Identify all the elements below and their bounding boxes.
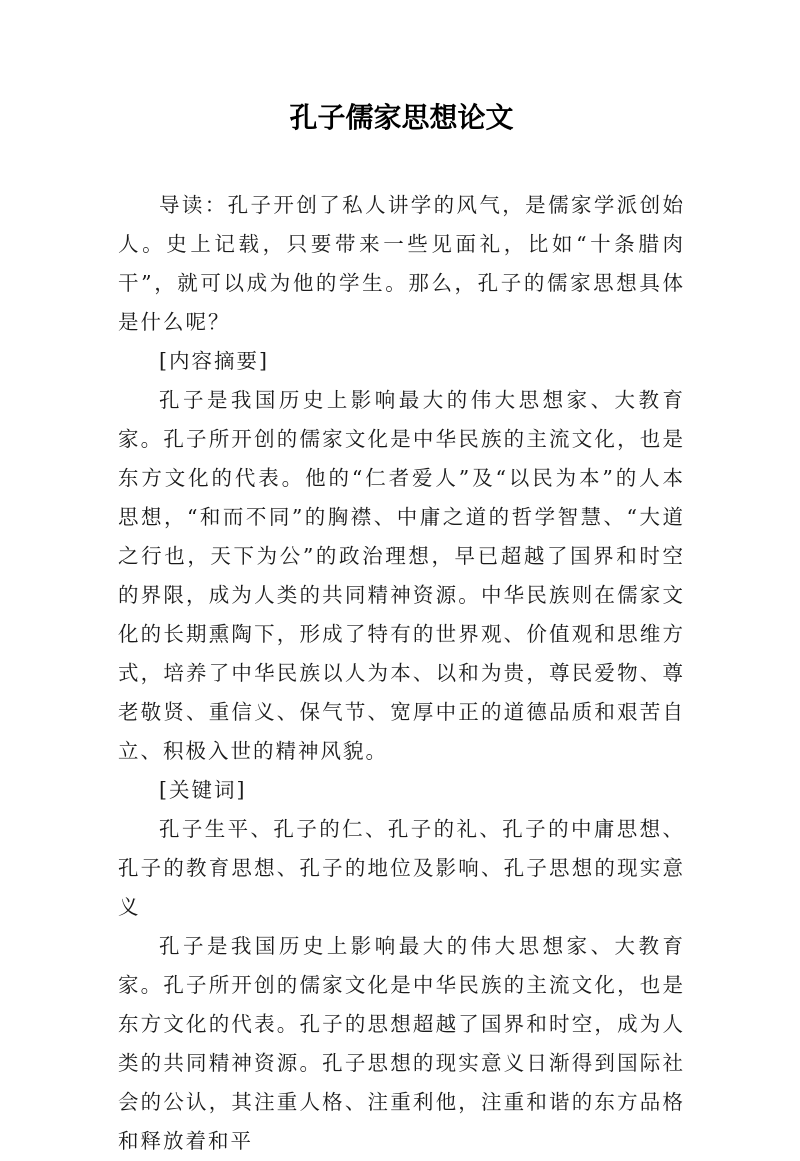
summary-paragraph: 孔子是我国历史上影响最大的伟大思想家、大教育家。孔子所开创的儒家文化是中华民族的主流文化，也是东方文化的代表。他的“仁者爱人”及“以民为本”的人本思想，“和而不同”的胸襟、中庸之道的哲学智慧、“大道之行也，天下为公”的政治理想，早已超越了国界和时空的界限，成为人类的共同精神资源。中华民族则在儒家文化的长期熏陶下，形成了特有的世界观、价值观和思维方式，培养了中华民族以人为本、以和为贵，尊民爱物、尊老敬贤、重信义、保气节、宽厚中正的道德品质和艰苦自立、积极入世的精神风貌。 [118, 388, 685, 763]
keywords-label: [关键词] [159, 778, 247, 802]
intro-paragraph: 导读：孔子开创了私人讲学的风气，是儒家学派创始人。史上记载，只要带来一些见面礼，比如“十条腊肉干”，就可以成为他的学生。那么，孔子的儒家思想具体是什么呢？ [118, 193, 685, 334]
body-paragraph: 孔子是我国历史上影响最大的伟大思想家、大教育家。孔子所开创的儒家文化是中华民族的主流文化，也是东方文化的代表。孔子的思想超越了国界和时空，成为人类的共同精神资源。孔子思想的现实意义日渐得到国际社会的公认，其注重人格、注重利他，注重和谐的东方品格和释放着和平 [118, 934, 685, 1153]
document-title: 孔子儒家思想论文 [289, 101, 514, 134]
summary-label: [内容摘要] [159, 349, 269, 373]
keywords-paragraph: 孔子生平、孔子的仁、孔子的礼、孔子的中庸思想、孔子的教育思想、孔子的地位及影响、孔子思想的现实意义 [118, 817, 685, 919]
document-content [118, 186, 685, 1161]
